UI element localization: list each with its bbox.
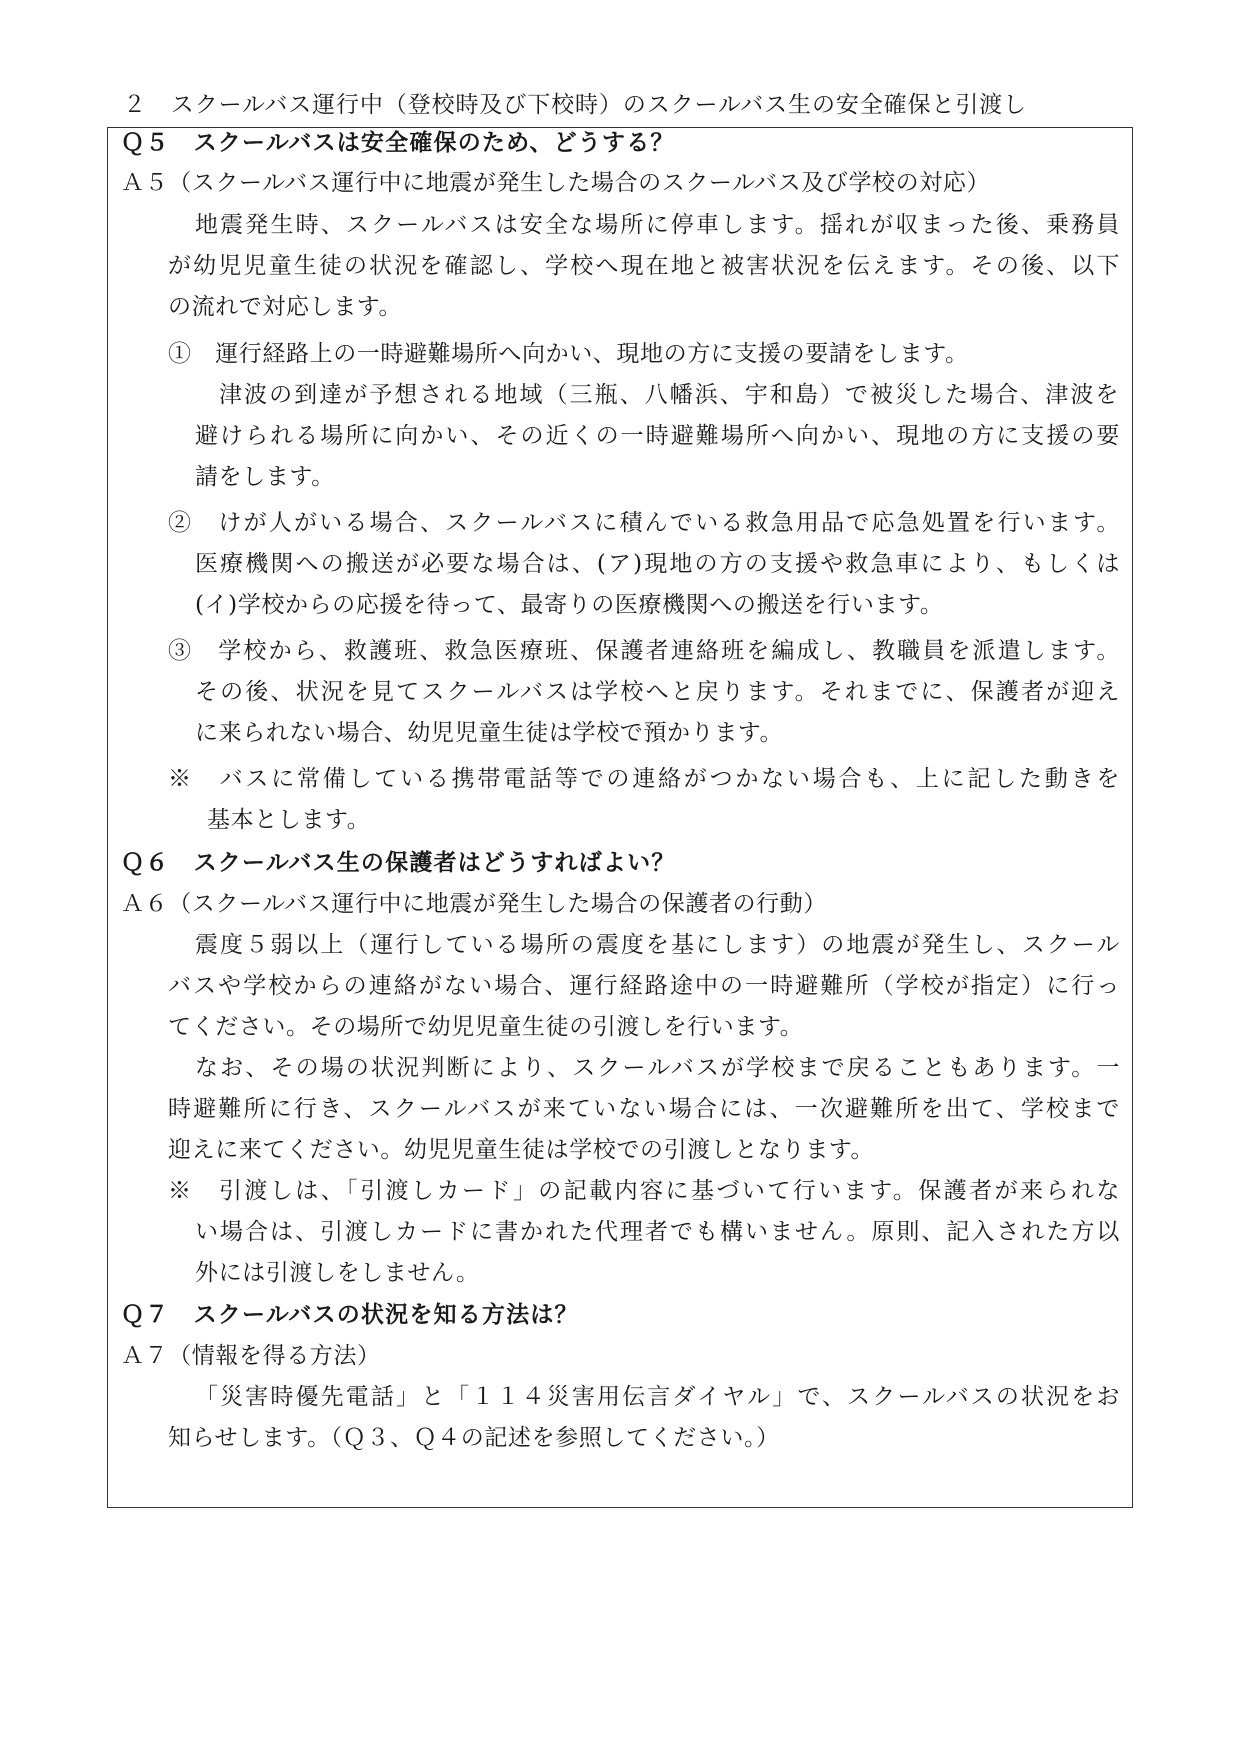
a6-para2-line-2: 時避難所に行き、スクールバスが来ていない場合には、一次避難所を出て、学校まで	[168, 1096, 1120, 1122]
a5-item2-line-2: 医療機関への搬送が必要な場合は、(ア)現地の方の支援や救急車により、もしくは	[195, 551, 1120, 577]
a5-title: Ａ５（スクールバス運行中に地震が発生した場合のスクールバス及び学校の対応）	[121, 170, 991, 196]
a5-item3-line-3: に来られない場合、幼児児童生徒は学校で預かります。	[195, 720, 784, 746]
a5-intro-line-1: 地震発生時、スクールバスは安全な場所に停車します。揺れが収まった後、乗務員	[195, 212, 1120, 238]
a5-intro-line-2: が幼児児童生徒の状況を確認し、学校へ現在地と被害状況を伝えます。その後、以下	[168, 253, 1120, 279]
section-heading: ２ スクールバス運行中（登校時及び下校時）のスクールバス生の安全確保と引渡し	[123, 92, 1028, 118]
q5-question: Ｑ５ スクールバスは安全確保のため、どうする？	[121, 130, 675, 156]
a5-item2-line-3: (イ)学校からの応援を待って、最寄りの医療機関への搬送を行います。	[195, 592, 944, 618]
a6-title: Ａ６（スクールバス運行中に地震が発生した場合の保護者の行動）	[121, 891, 827, 917]
a5-item3-line-2: その後、状況を見てスクールバスは学校へと戻ります。それまでに、保護者が迎え	[195, 679, 1120, 705]
a5-intro-line-3: の流れで対応します。	[168, 294, 403, 320]
a6-para1-line-3: てください。その場所で幼児児童生徒の引渡しを行います。	[168, 1014, 804, 1040]
q6-question: Ｑ６ スクールバス生の保護者はどうすればよい？	[121, 850, 676, 876]
a6-para2-line-3: 迎えに来てください。幼児児童生徒は学校での引渡しとなります。	[168, 1137, 875, 1163]
a6-note-line-2: い場合は、引渡しカードに書かれた代理者でも構いません。原則、記入された方以	[195, 1219, 1120, 1245]
a6-note-line-3: 外には引渡しをしません。	[195, 1260, 480, 1286]
a6-note-line-1: ※ 引渡しは、「引渡しカード」の記載内容に基づいて行います。保護者が来られな	[168, 1178, 1120, 1204]
a5-item2-line-1: ② けが人がいる場合、スクールバスに積んでいる救急用品で応急処置を行います。	[168, 510, 1120, 536]
a7-title: Ａ７（情報を得る方法）	[121, 1343, 381, 1369]
a6-para2-line-1: なお、その場の状況判断により、スクールバスが学校まで戻ることもあります。一	[195, 1055, 1120, 1081]
a6-para1-line-1: 震度５弱以上（運行している場所の震度を基にします）の地震が発生し、スクール	[195, 932, 1120, 958]
a7-para-line-1: 「災害時優先電話」と「１１４災害用伝言ダイヤル」で、スクールバスの状況をお	[195, 1384, 1120, 1410]
a5-item1-line-3: 避けられる場所に向かい、その近くの一時避難場所へ向かい、現地の方に支援の要	[195, 423, 1120, 449]
a5-note-line-1: ※ バスに常備している携帯電話等での連絡がつかない場合も、上に記した動きを	[168, 766, 1120, 792]
q7-question: Ｑ７ スクールバスの状況を知る方法は？	[121, 1302, 579, 1328]
a6-para1-line-2: バスや学校からの連絡がない場合、運行経路途中の一時避難所（学校が指定）に行っ	[168, 973, 1120, 999]
a5-item1-line-1: ① 運行経路上の一時避難場所へ向かい、現地の方に支援の要請をします。	[168, 341, 969, 367]
a5-item3-line-1: ③ 学校から、救護班、救急医療班、保護者連絡班を編成し、教職員を派遣します。	[168, 638, 1120, 664]
a5-item1-line-2: 津波の到達が予想される地域（三瓶、八幡浜、宇和島）で被災した場合、津波を	[219, 382, 1119, 408]
a5-item1-line-4: 請をします。	[195, 464, 335, 490]
a5-note-line-2: 基本とします。	[207, 807, 371, 833]
a7-para-line-2: 知らせします。（Ｑ３、Ｑ４の記述を参照してください。）	[168, 1425, 780, 1451]
